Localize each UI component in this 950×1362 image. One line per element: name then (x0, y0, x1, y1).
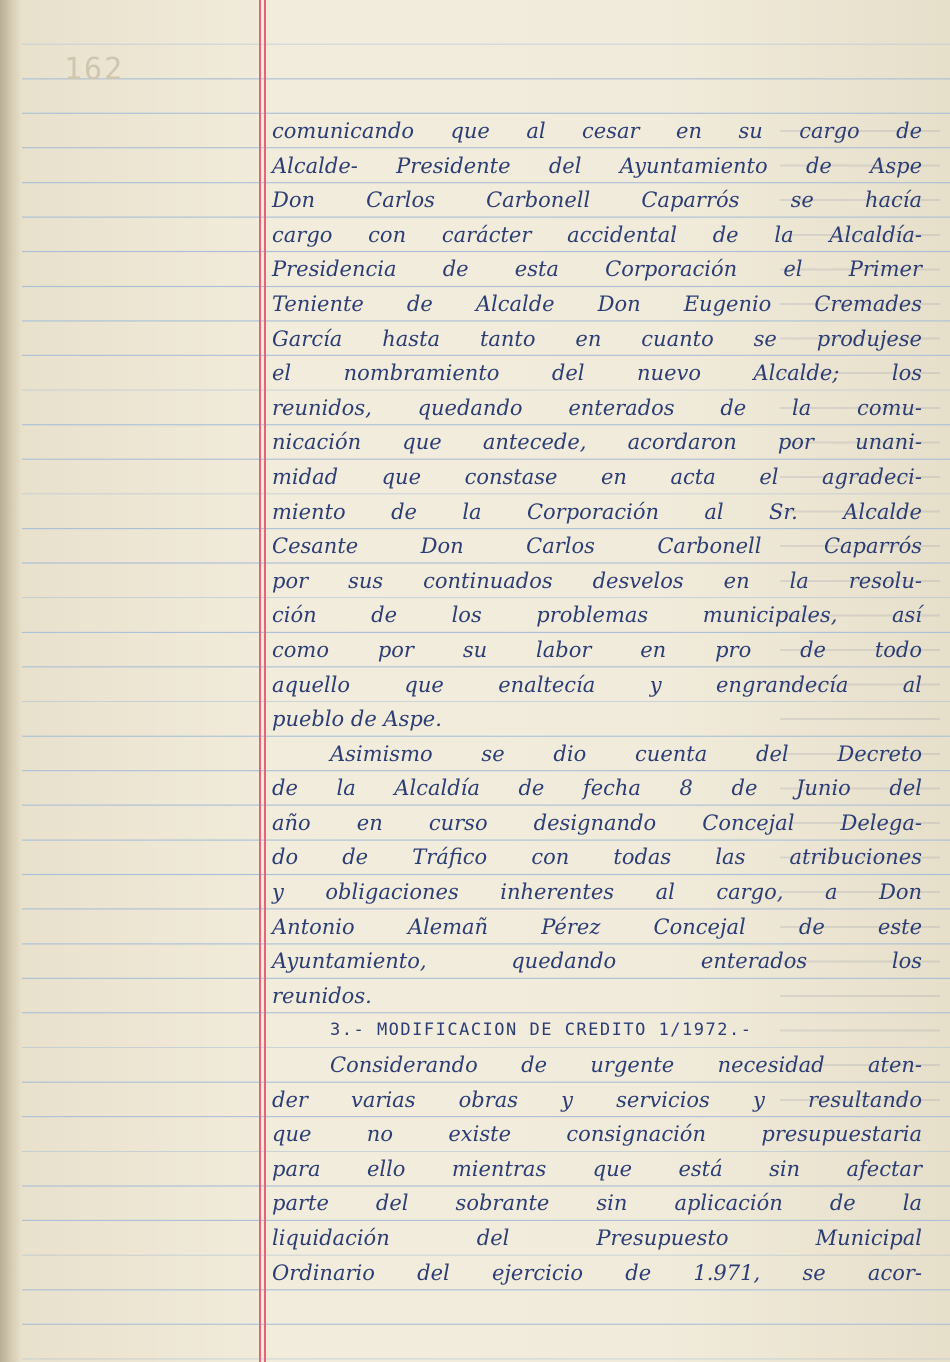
text-line: Presidencia de esta Corporación el Primer (272, 257, 922, 282)
text-line: año en curso designando Concejal Delega- (272, 810, 922, 835)
text-line: aquello que enaltecía y engrandecía al (272, 672, 922, 697)
text-line: nicación que antecede, acordaron por unani- (272, 430, 922, 455)
text-line: midad que constase en acta el agradeci- (272, 464, 922, 489)
text-line: el nombramiento del nuevo Alcalde; los (272, 361, 922, 386)
text-line: liquidación del Presupuesto Municipal (272, 1226, 922, 1250)
text-line: ción de los problemas municipales, así (272, 603, 922, 628)
text-line: cargo con carácter accidental de la Alcaldía- (272, 222, 922, 247)
text-line: Ordinario del ejercicio de 1.971, se acor- (272, 1260, 922, 1285)
page-number: 162 (64, 52, 125, 87)
text-line: como por su labor en pro de todo (272, 637, 922, 662)
text-line: Teniente de Alcalde Don Eugenio Cremades (272, 291, 922, 316)
text-line: Don Carlos Carbonell Caparrós se hacía (272, 188, 922, 213)
text-line: comunicando que al cesar en su cargo de (272, 119, 922, 143)
text-line: do de Tráfico con todas las atribuciones (272, 845, 922, 870)
text-line: reunidos, quedando enterados de la comu- (272, 395, 922, 420)
text-line: Alcalde- Presidente del Ayuntamiento de Aspe (272, 153, 922, 178)
page-binding-edge (0, 0, 22, 1362)
margin-rule-left (259, 0, 261, 1362)
text-line: Asimismo se dio cuenta del Decreto (330, 741, 922, 766)
handwritten-minutes-text (272, 114, 922, 1290)
text-line: der varias obras y servicios y resultando (272, 1087, 922, 1112)
text-line: Ayuntamiento, quedando enterados los (272, 949, 922, 974)
text-line: pueblo de Aspe. (272, 707, 442, 732)
text-line: y obligaciones inherentes al cargo, a Don (272, 880, 922, 905)
text-line: por sus continuados desvelos en la resolu- (272, 568, 922, 593)
section-heading: 3.- MODIFICACION DE CREDITO 1/1972.- (330, 1020, 753, 1041)
text-line: Considerando de urgente necesidad aten- (330, 1053, 922, 1078)
text-line: miento de la Corporación al Sr. Alcalde (272, 499, 922, 524)
margin-rule-right (264, 0, 266, 1362)
text-line: Cesante Don Carlos Carbonell Caparrós (272, 534, 922, 559)
text-line: reunidos. (272, 983, 372, 1008)
text-line: para ello mientras que está sin afectar (272, 1156, 922, 1181)
text-line: García hasta tanto en cuanto se produjese (272, 326, 922, 351)
text-line: que no existe consignación presupuestaria (272, 1122, 922, 1147)
text-line: parte del sobrante sin aplicación de la (272, 1191, 922, 1216)
text-line: Antonio Alemañ Pérez Concejal de este (272, 914, 922, 939)
text-line: de la Alcaldía de fecha 8 de Junio del (272, 776, 922, 801)
